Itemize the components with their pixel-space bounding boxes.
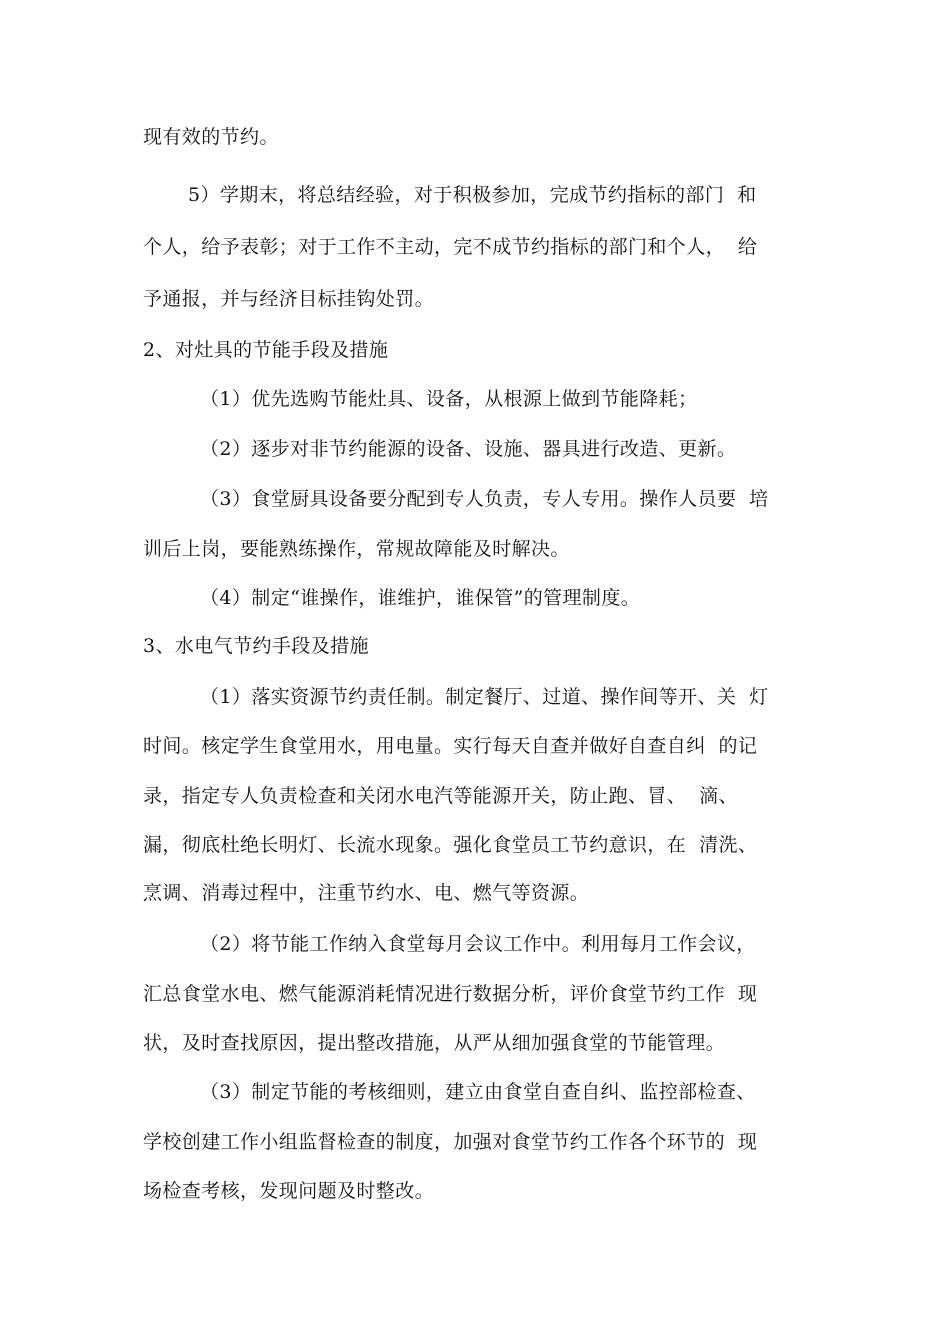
- text-line: 个人，给予表彰；对于工作不主动，完不成节约指标的部门和个人， 给: [143, 236, 758, 258]
- text-line: 学校创建工作小组监督检查的制度，加强对食堂节约工作各个环节的 现: [143, 1131, 758, 1153]
- text-line: 训后上岗，要能熟练操作，常规故障能及时解决。: [143, 538, 570, 560]
- text-line: （2）逐步对非节约能源的设备、设施、器具进行改造、更新。: [200, 438, 737, 460]
- text-line: 时间。核定学生食堂用水，用电量。实行每天自查并做好自查自纠 的记: [143, 735, 758, 757]
- text-line: （1）优先选购节能灶具、设备，从根源上做到节能降耗；: [200, 388, 698, 410]
- text-line: （4）制定“谁操作，谁维护，谁保管”的管理制度。: [200, 587, 641, 609]
- text-line: （3）食堂厨具设备要分配到专人负责，专人专用。操作人员要 培: [200, 488, 769, 510]
- text-line: 状，及时查找原因，提出整改措施，从严从细加强食堂的节能管理。: [143, 1032, 726, 1054]
- text-line: （3）制定节能的考核细则，建立由食堂自查自纠、监控部检查、: [200, 1081, 756, 1103]
- text-line: 烹调、消毒过程中，注重节约水、电、燃气等资源。: [143, 882, 590, 904]
- section-heading: 2、对灶具的节能手段及措施: [143, 339, 389, 361]
- text-line: 予通报，并与经济目标挂钩处罚。: [143, 288, 435, 310]
- text-line: （1）落实资源节约责任制。制定餐厅、过道、操作间等开、关 灯: [200, 686, 769, 708]
- text-line: （2）将节能工作纳入食堂每月会议工作中。利用每月工作会议，: [200, 933, 756, 955]
- text-line: 漏，彻底杜绝长明灯、长流水现象。强化食堂员工节约意识，在 清洗、: [143, 834, 758, 856]
- text-line: 汇总食堂水电、燃气能源消耗情况进行数据分析，评价食堂节约工作 现: [143, 983, 758, 1005]
- text-line: 录，指定专人负责检查和关闭水电汽等能源开关，防止跑、冒、 滴、: [143, 785, 738, 807]
- text-line: 5）学期末，将总结经验，对于积极参加，完成节约指标的部门 和: [188, 184, 757, 206]
- text-line: 现有效的节约。: [143, 126, 279, 148]
- section-heading: 3、水电气节约手段及措施: [143, 635, 369, 657]
- text-line: 场检查考核，发现问题及时整改。: [143, 1180, 435, 1202]
